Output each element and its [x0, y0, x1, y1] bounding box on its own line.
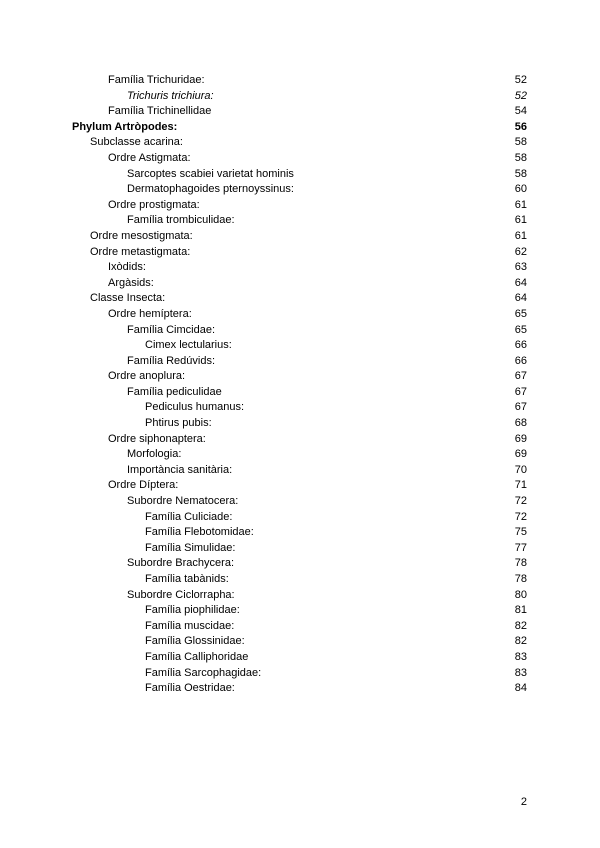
toc-entry-page: 69: [514, 432, 527, 445]
toc-entry-label: Trichuris trichiura:: [127, 89, 214, 102]
toc-entry: [0, 478, 600, 494]
toc-entry-page: 52: [514, 89, 527, 102]
toc-entry-label: Ordre siphonaptera:: [108, 432, 206, 445]
toc-entry-label: Família Oestridae:: [145, 682, 235, 695]
toc-entry-page: 63: [514, 261, 527, 274]
toc-entry-page: 70: [514, 463, 527, 476]
toc-entry-page: 52: [514, 74, 527, 86]
toc-entry-page: 66: [514, 339, 527, 352]
toc-entry-page: 68: [514, 417, 527, 430]
toc-entry: [0, 603, 600, 619]
toc-entry-label: Ordre Astigmata:: [108, 151, 191, 164]
toc-entry: [0, 73, 600, 89]
toc-entry-label: Ordre mesostigmata:: [90, 229, 193, 242]
toc-entry-label: Subordre Brachycera:: [127, 557, 234, 570]
toc-entry: [0, 260, 600, 276]
toc-entry-page: 78: [514, 573, 527, 585]
toc-entry: [0, 229, 600, 245]
toc-entry: [0, 681, 600, 697]
toc-entry-label: Família Culiciade:: [145, 510, 233, 523]
toc-entry: [0, 619, 600, 635]
toc-entry-label: Família Trichinellidae: [108, 105, 212, 118]
toc-entry: [0, 494, 600, 510]
toc-entry-page: 84: [514, 682, 527, 695]
toc-entry-label: Pediculus humanus:: [145, 401, 245, 414]
toc-entry-label: Ordre prostigmata:: [108, 198, 200, 211]
toc-entry-label: Classe Insecta:: [90, 292, 166, 305]
toc-entry-label: Família Cimcidae:: [127, 323, 216, 336]
toc-entry: [0, 650, 600, 666]
toc-entry: [0, 213, 600, 229]
toc-entry-label: Ixòdids:: [108, 261, 146, 274]
toc-entry: [0, 151, 600, 167]
toc-entry: [0, 666, 600, 682]
toc-entry-page: 83: [514, 650, 527, 663]
toc-entry-label: Ordre hemíptera:: [108, 307, 192, 320]
toc-entry-page: 83: [514, 666, 527, 679]
toc-entry-page: 67: [514, 401, 527, 414]
toc-entry-label: Família Sarcophagidae:: [145, 666, 262, 679]
toc-entry-page: 64: [514, 276, 527, 289]
toc-entry-label: Importància sanitària:: [127, 463, 233, 476]
toc-entry: [0, 120, 600, 136]
toc-entry-label: Ordre Díptera:: [108, 479, 179, 492]
toc-entry-page: 72: [514, 495, 527, 508]
toc-entry-page: 69: [514, 448, 527, 461]
toc-entry-page: 60: [514, 183, 527, 196]
toc-entry-page: 54: [514, 105, 527, 118]
toc-entry-page: 82: [514, 635, 527, 648]
toc-entry: [0, 104, 600, 120]
toc-entry-page: 71: [514, 479, 527, 492]
toc-entry: [0, 135, 600, 151]
toc-entry-page: 80: [514, 588, 527, 601]
toc-entry: [0, 588, 600, 604]
toc-entry-page: 67: [514, 385, 527, 398]
toc-entry-label: Phtirus pubis:: [145, 417, 212, 430]
toc-entry-page: 81: [514, 604, 527, 617]
toc-entry-label: Subordre Nematocera:: [127, 495, 239, 508]
toc-entry-page: 82: [514, 619, 527, 632]
toc-entry-page: 65: [514, 323, 527, 336]
toc-entry-page: 58: [514, 167, 527, 180]
toc-entry: [0, 463, 600, 479]
toc-entry-label: Ordre anoplura:: [108, 370, 186, 383]
toc-entry-page: 72: [514, 510, 527, 523]
toc-entry-page: 78: [514, 557, 527, 570]
toc-entry: [0, 541, 600, 557]
toc-entry-page: 61: [514, 214, 527, 227]
toc-entry-label: Morfologia:: [127, 448, 182, 461]
toc-entry-label: Subordre Ciclorrapha:: [127, 588, 235, 601]
toc-entry-label: Família piophilidae:: [145, 604, 240, 617]
toc-entry-label: Ordre metastigmata:: [90, 245, 191, 258]
toc-entry-label: Família Flebotomidae:: [145, 526, 254, 539]
toc-entry-label: Subclasse acarina:: [90, 136, 183, 149]
toc-entry: [0, 276, 600, 292]
toc-entry-label: Família Glossinidae:: [145, 635, 245, 648]
toc-entry-page: 62: [514, 245, 527, 258]
toc-entry: [0, 198, 600, 214]
toc-entry: [0, 385, 600, 401]
toc-entry-label: Família Redúvids:: [127, 354, 216, 367]
toc-entry-page: 65: [514, 307, 527, 320]
table-of-contents: [0, 73, 600, 697]
toc-entry: [0, 167, 600, 183]
toc-entry: [0, 432, 600, 448]
toc-entry-label: Phylum Artròpodes:: [72, 120, 178, 133]
toc-entry: [0, 447, 600, 463]
toc-entry: [0, 369, 600, 385]
toc-entry-page: 77: [514, 541, 527, 554]
toc-entry: [0, 354, 600, 370]
toc-entry: [0, 89, 600, 105]
toc-entry-label: Família Calliphoridae: [145, 650, 249, 663]
toc-entry-page: 58: [514, 151, 527, 164]
toc-entry-page: 64: [514, 292, 527, 305]
toc-entry-label: Argàsids:: [108, 276, 154, 289]
toc-entry-page: 75: [514, 526, 527, 539]
toc-entry: [0, 525, 600, 541]
toc-entry-label: Família muscidae:: [145, 619, 235, 632]
toc-entry-page: 61: [514, 198, 527, 211]
toc-entry: [0, 245, 600, 261]
toc-entry: [0, 556, 600, 572]
toc-entry: [0, 338, 600, 354]
toc-entry-page: 61: [514, 229, 527, 242]
toc-entry-label: Família trombiculidae:: [127, 214, 235, 227]
toc-entry: [0, 400, 600, 416]
toc-entry-page: 56: [514, 120, 527, 133]
toc-entry: [0, 510, 600, 526]
toc-entry-page: 67: [514, 370, 527, 383]
toc-entry: [0, 416, 600, 432]
toc-entry: [0, 291, 600, 307]
toc-entry: [0, 307, 600, 323]
toc-entry-label: Família tabànids:: [145, 573, 229, 585]
toc-entry-page: 66: [514, 354, 527, 367]
toc-entry-label: Família Trichuridae:: [108, 74, 205, 86]
toc-entry: [0, 572, 600, 588]
toc-entry-label: Cimex lectularius:: [145, 339, 232, 352]
toc-entry-label: Dermatophagoides pternoyssinus:: [127, 183, 294, 196]
toc-entry: [0, 634, 600, 650]
toc-entry: [0, 323, 600, 339]
toc-entry-label: Família pediculidae: [127, 385, 222, 398]
toc-entry-page: 58: [514, 136, 527, 149]
toc-entry-label: Família Simulidae:: [145, 541, 236, 554]
toc-entry-label: Sarcoptes scabiei varietat hominis: [127, 167, 294, 180]
toc-entry: [0, 182, 600, 198]
page-number: 2: [520, 796, 527, 808]
